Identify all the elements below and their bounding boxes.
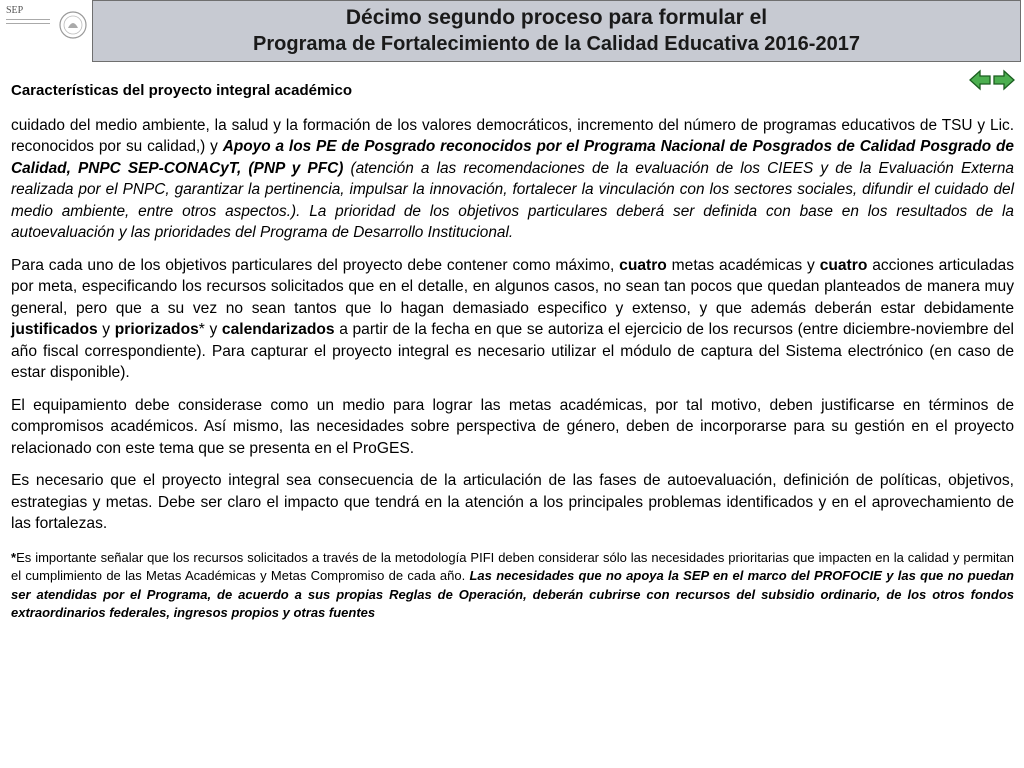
page-title	[92, 0, 1021, 62]
p2-text-1: Para cada uno de los objetivos particulares del proyecto debe contener como máximo,	[11, 256, 620, 274]
footnote-text-1: Es importante señalar que los recursos solicitados a través de la metodología PIFI deben considerar sólo las necesidades prioritarias que impacten en la calidad y permitan el cumplimiento de las Metas Académicas y Metas Compromiso de cada año.	[11, 549, 1014, 583]
footnote-text-2: Las necesidades que no apoya la SEP en el marco del PROFOCIE y las que no puedan ser atendidas por el Programa, de acuerdo a sus propias Reglas de Operación, deberán cubrirse con recursos del subsidio ordinario, de los otros fondos extraordinarios federales, ingresos propios y otras fuentes	[11, 568, 1014, 620]
p2-text-5: * y	[198, 321, 222, 338]
p1-text-1: cuidado del medio ambiente, la salud y la formación de los valores democráticos, incremento del número de programas educativos de TSU y Lic. reconocidos por su calidad,) y	[11, 116, 1014, 155]
header	[0, 0, 1024, 62]
main-content	[11, 80, 1014, 634]
section-subheading: Características del proyecto integral académico	[11, 82, 352, 99]
paragraph-1	[11, 115, 1014, 244]
p1-text-3: (atención a las recomendaciones de la evaluación de los CIEES y de la Evaluación Externa realizada por el PNPC, garantizar la pertinencia, impulsar la innovación, fortalecer la vinculación con los sectores sociales, difundir el cuidado del medio ambiente, entre otros aspectos.). La prioridad de los objetivos particulares deberá ser definida con base en los resultados de la autoevaluación y las prioridades del Programa de Desarrollo Institucional.	[11, 159, 1014, 241]
p2-bold-4: priorizados	[114, 321, 199, 338]
p2-text-3: acciones articuladas por meta, especificando los recursos solicitados que en el detalle, en algunos casos, no sean tan pocos que quedan planteados de manera muy general, pero que a su vez no sean tantos que lo hagan demasiado especifico y extenso, y que además deberán estar debidamente	[11, 256, 1014, 317]
title-line-2: Programa de Fortalecimiento de la Calidad Educativa 2016-2017	[253, 33, 860, 55]
footnote	[11, 549, 1014, 623]
p2-text-4: y	[97, 321, 115, 338]
p2-bold-1: cuatro	[619, 256, 667, 274]
paragraph-4: Es necesario que el proyecto integral sea consecuencia de la articulación de las fases de autoevaluación, definición de políticas, objetivos, estrategias y metas. Debe ser claro el impacto que tendrá en la atención a los principales problemas identificados y en el aprovechamiento de las fortalezas.	[11, 472, 1014, 532]
p2-text-2: metas académicas y	[666, 256, 820, 274]
p2-text-6: a partir de la fecha en que se autoriza el ejercicio de los recursos (entre diciembre-noviembre del año fiscal correspondiente). Para capturar el proyecto integral es necesario utilizar el módulo de captura del Sistema electrónico (en caso de estar disponible).	[11, 321, 1015, 381]
p2-bold-2: cuatro	[819, 256, 868, 274]
paragraph-3: El equipamiento debe considerase como un medio para lograr las metas académicas, por tal motivo, deben justificarse en términos de compromisos académicos. Así mismo, las necesidades sobre perspectiva de género, deben de incorporarse para su gestión en el proyecto relacionado con este tema que se presenta en el ProGES.	[11, 396, 1014, 457]
p2-bold-5: calendarizados	[221, 321, 335, 338]
p2-bold-3: justificados	[11, 321, 98, 338]
mexico-seal-icon	[58, 8, 88, 42]
sep-logo-lines	[6, 19, 50, 24]
sep-logo-text: SEP	[6, 5, 24, 16]
footnote-star: *	[11, 549, 17, 565]
sep-logo	[0, 0, 92, 54]
p1-text-2: Apoyo a los PE de Posgrado reconocidos por el Programa Nacional de Posgrados de Calidad Posgrado de Calidad, PNPC SEP-CONACyT, (PNP y PFC)	[11, 138, 1014, 177]
title-line-1: Décimo segundo proceso para formular el	[345, 6, 768, 29]
paragraph-2	[11, 255, 1014, 384]
